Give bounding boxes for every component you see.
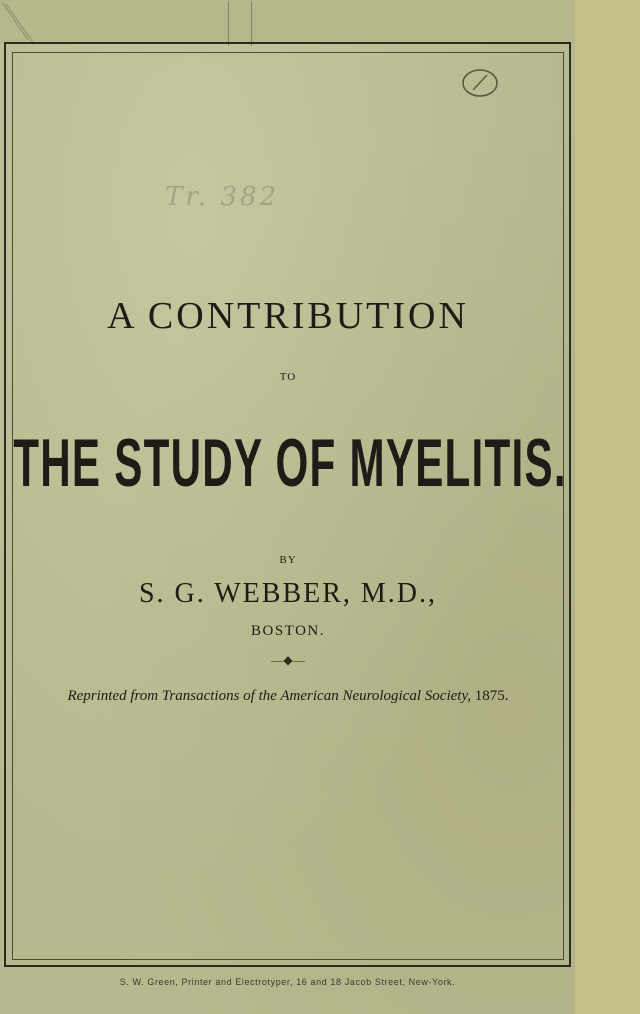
page-top-margin	[0, 0, 640, 44]
handwritten-shelf-mark: Tr. 382	[165, 182, 280, 212]
reprint-source: Reprinted from Transactions of the American Neurological Society,	[67, 688, 472, 704]
reprint-year: 1875.	[474, 688, 509, 704]
page-edge-strip	[575, 0, 640, 1014]
title-line-2: THE STUDY OF MYELITIS.	[13, 425, 567, 501]
author-location: BOSTON.	[251, 623, 325, 639]
title-connector: TO	[279, 371, 297, 383]
inner-frame	[12, 52, 564, 960]
reprint-notice	[12, 688, 564, 705]
printer-imprint: S. W. Green, Printer and Electrotyper, 16 and 18 Jacob Street, New-York.	[119, 977, 456, 987]
ornament-divider: —◆—	[271, 653, 305, 667]
spine-mark	[228, 2, 252, 46]
author-name: S. G. WEBBER, M.D.,	[138, 578, 438, 609]
by-label: BY	[279, 554, 297, 566]
library-stamp-icon	[460, 66, 500, 100]
title-line-1: A CONTRIBUTION	[107, 295, 469, 337]
